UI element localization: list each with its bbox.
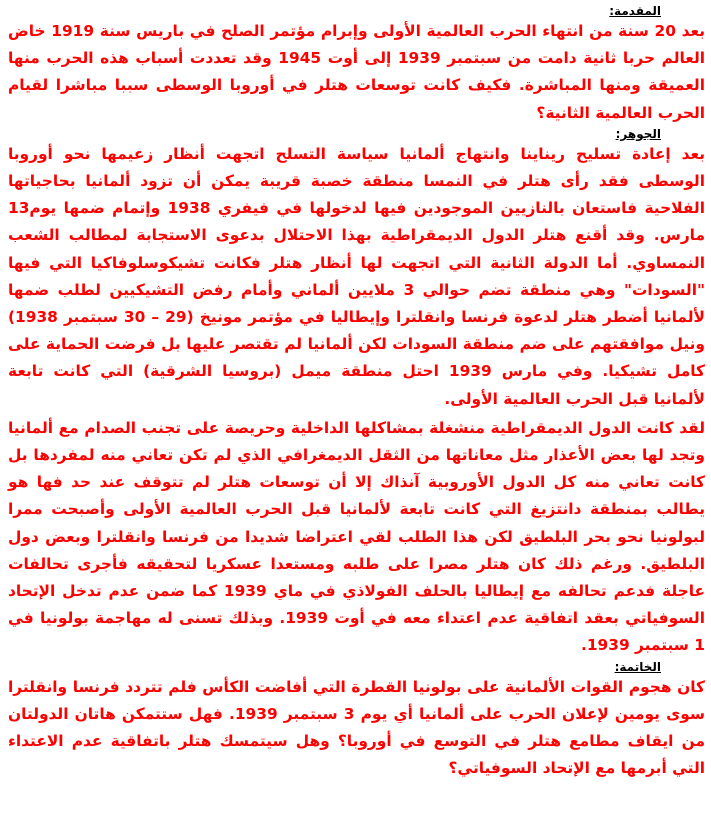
- body-paragraph-2: لقد كانت الدول الديمقراطية منشغلة بمشاكلها الداخلية وحريصة على تجنب الصدام مع ألمانيا وتجد لها بعض الأعذار مثل معاناتها من الثقل الديمغرافي الذي لم تكن تعاني منه لمفردها بل كانت تعاني منه كل الدول الأوروبية آنذاك إلا أن توسعات هتلر لم تتوقف عند حد فها هو يطالب بمنطقة دانتزيغ التي كانت تابعة لألمانيا قبل الحرب العالمية الأولى وأصبحت ممرا لبولونيا نحو بحر البلطيق لكن هذا الطلب لقي اعتراضا شديدا من فرنسا وانقلترا وبعض دول البلطيق. ورغم ذلك كان هتلر مصرا على طلبه ومستعدا عسكريا لتحقيقه فأجرى تحالفات عاجلة فدعم تحالفه مع إيطاليا بالحلف الفولاذي في ماي 1939 كما ضمن عدم تدخل الإتحاد السوفياتي بعقد اتفاقية عدم اعتداء معه في أوت 1939. وبذلك تسنى له مهاجمة بولونيا في 1 سبتمبر 1939.: [8, 418, 705, 655]
- conclusion-paragraph: كان هجوم القوات الألمانية على بولونيا القطرة التي أفاضت الكأس فلم تتردد فرنسا وانقلترا سوى يومين لإعلان الحرب على ألمانيا أي يوم 3 سبتمبر 1939. فهل ستتمكن هاتان الدولتان من ايقاف مطامع هتلر في التوسع في أوروبا؟ وهل سيتمسك هتلر باتفاقية عدم الاعتداء التي أبرمها مع الإتحاد السوفياتي؟: [8, 677, 705, 778]
- heading-body: الجوهر:: [615, 126, 661, 141]
- heading-conclusion: الخاتمة:: [614, 659, 661, 674]
- introduction-paragraph: بعد 20 سنة من انتهاء الحرب العالمية الأولى وإبرام مؤتمر الصلح في باريس سنة 1919 خاض العالم حربا ثانية دامت من سبتمبر 1939 إلى أوت 1945 وقد تعددت أسباب هذه الحرب منها العميقة ومنها المباشرة. فكيف كانت توسعات هتلر في أوروبا الوسطى سببا مباشرا لقيام الحرب العالمية الثانية؟: [8, 22, 705, 122]
- body-paragraph-1: بعد إعادة تسليح ريناينا وانتهاج ألمانيا سياسة التسلح اتجهت أنظار زعيمها نحو أوروبا الوسطى فقد رأى هتلر في النمسا منطقة خصبة قريبة يمكن أن تزود ألمانيا بحاجياتها الفلاحية فاستعان بالنازيين الموجودين فيها لدخولها في فيفري 1938 وإتمام ضمها يوم13 مارس. وقد أقنع هتلر الدول الديمقراطية بهذا الاحتلال بدعوى الاستجابة لمطالب الشعب النمساوي. أما الدولة الثانية التي اتجهت لها أنظار هتلر فكانت تشيكوسلوفاكيا التي فيها "السودات" وهي منطقة تضم حوالي 3 ملايين ألماني وأمام رفض التشيكيين لطلب ضمها لألمانيا أضطر هتلر لدعوة فرنسا وانقلترا وإيطاليا في مؤتمر مونيخ (29 – 30 سبتمبر 1938) ونيل موافقتهم على ضم منطقة السودات لكن ألمانيا لم تقتصر عليها بل فرضت الحماية على كامل تشيكيا. وفي مارس 1939 احتل منطقة ميمل (بروسيا الشرقية) التي كانت تابعة لألمانيا قبل الحرب العالمية الأولى.: [8, 144, 705, 408]
- heading-introduction: المقدمة:: [609, 4, 661, 18]
